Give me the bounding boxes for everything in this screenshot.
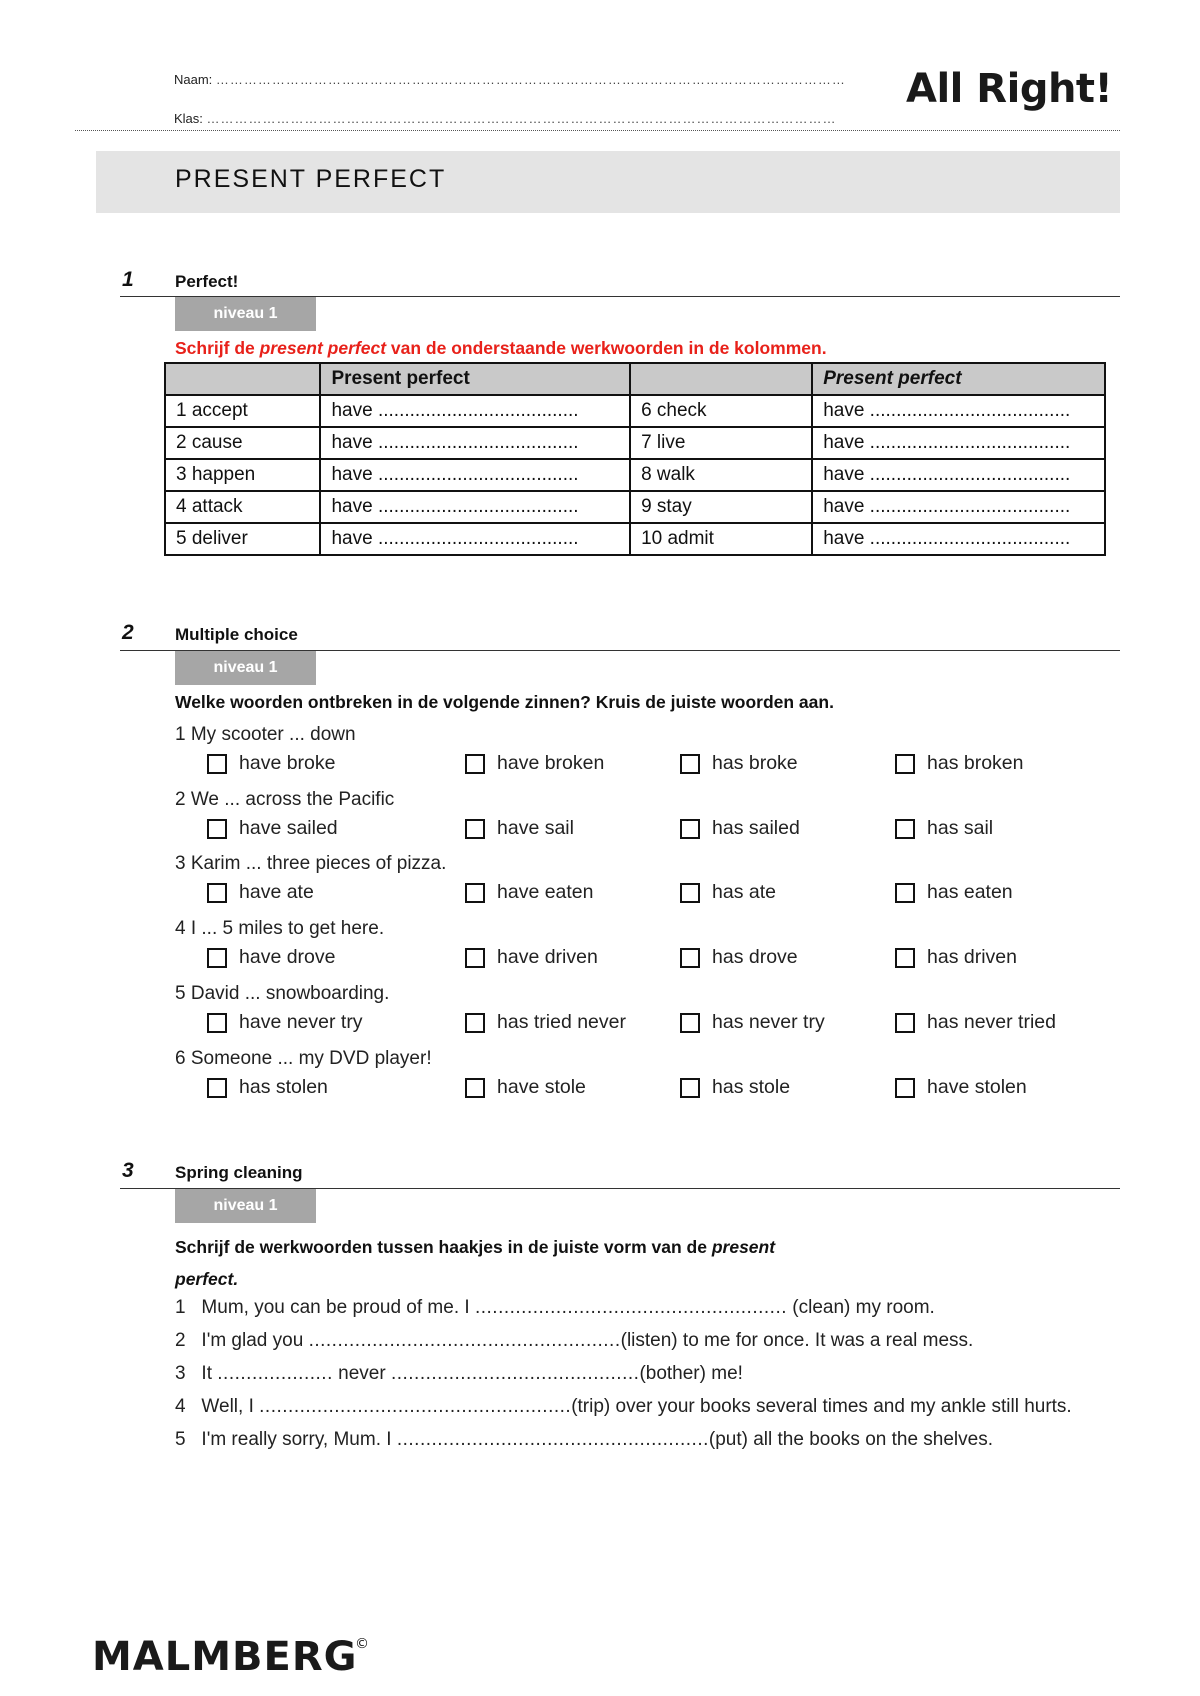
naam-label: Naam: — [174, 72, 213, 87]
table-header-cell — [630, 363, 812, 395]
option[interactable] — [680, 1076, 790, 1099]
option[interactable] — [465, 1076, 586, 1099]
option[interactable] — [895, 817, 993, 840]
option-label: have ate — [239, 881, 314, 903]
answer-cell[interactable]: have ...................................... — [320, 395, 630, 427]
answer-cell[interactable]: have ...................................... — [812, 491, 1105, 523]
checkbox[interactable] — [465, 948, 485, 968]
checkbox[interactable] — [895, 948, 915, 968]
answer-blank[interactable]: ...................................................... — [474, 1297, 788, 1318]
checkbox[interactable] — [465, 1013, 485, 1033]
option-label: has drove — [712, 946, 798, 968]
question-text: 5 David ... snowboarding. — [175, 983, 390, 1004]
sentence-text: I'm glad you — [201, 1330, 309, 1351]
verb-cell: 5 deliver — [165, 523, 320, 555]
option[interactable] — [465, 946, 598, 969]
section-title: Perfect! — [175, 272, 239, 291]
option-label: have driven — [497, 946, 598, 968]
sentence-number: 4 — [175, 1396, 186, 1417]
sentence-text: It — [201, 1363, 218, 1384]
section-title: Spring cleaning — [175, 1163, 303, 1182]
verb-cell: 9 stay — [630, 491, 812, 523]
instruction-post: van de onderstaande werkwoorden in de kolommen. — [386, 338, 827, 358]
checkbox[interactable] — [207, 883, 227, 903]
option-label: have never try — [239, 1011, 363, 1033]
table-header-cell: Present perfect — [812, 363, 1105, 395]
sentence — [175, 1330, 973, 1352]
option[interactable] — [207, 817, 338, 840]
sentence-number: 1 — [175, 1297, 186, 1318]
verb-cell: 7 live — [630, 427, 812, 459]
option-label: have eaten — [497, 881, 594, 903]
verb-cell: 3 happen — [165, 459, 320, 491]
option[interactable] — [680, 1011, 825, 1034]
instruction: Welke woorden ontbreken in de volgende zinnen? Kruis de juiste woorden aan. — [175, 692, 834, 712]
verb-cell: 2 cause — [165, 427, 320, 459]
instruction — [175, 1231, 935, 1295]
table-row — [165, 491, 1105, 523]
option-label: have stolen — [927, 1076, 1027, 1098]
sentence-text: (clean) my room. — [787, 1297, 935, 1318]
copyright-icon: © — [355, 1636, 369, 1652]
header-divider — [75, 130, 1120, 131]
checkbox[interactable] — [680, 1013, 700, 1033]
checkbox[interactable] — [207, 1078, 227, 1098]
option[interactable] — [680, 752, 798, 775]
naam-dots: ……………………………………………………………………………………………………………………… — [215, 72, 846, 87]
verb-cell: 8 walk — [630, 459, 812, 491]
option-label: has never try — [712, 1011, 825, 1033]
table-row — [165, 395, 1105, 427]
verb-cell: 4 attack — [165, 491, 320, 523]
answer-cell[interactable]: have ...................................... — [812, 427, 1105, 459]
section-number: 1 — [122, 268, 134, 291]
instruction-pre: Schrijf de — [175, 338, 260, 358]
question-text: 4 I ... 5 miles to get here. — [175, 918, 385, 939]
section-title: Multiple choice — [175, 625, 298, 644]
answer-cell[interactable]: have ...................................... — [320, 427, 630, 459]
sentence — [175, 1396, 1072, 1418]
table-row — [165, 459, 1105, 491]
option-label: has ate — [712, 881, 776, 903]
checkbox[interactable] — [680, 819, 700, 839]
question-text: 6 Someone ... my DVD player! — [175, 1048, 432, 1069]
checkbox[interactable] — [680, 1078, 700, 1098]
option[interactable] — [207, 1076, 328, 1099]
option[interactable] — [465, 817, 574, 840]
answer-blank[interactable]: ........................................... — [390, 1363, 640, 1384]
instruction-em: perfect. — [175, 1269, 239, 1289]
publisher-logo: MALMBERG — [92, 1634, 358, 1680]
sentence-text: I'm really sorry, Mum. I — [201, 1429, 397, 1450]
answer-cell[interactable]: have ...................................... — [812, 459, 1105, 491]
checkbox[interactable] — [680, 754, 700, 774]
verb-cell: 1 accept — [165, 395, 320, 427]
option-label: has stole — [712, 1076, 791, 1098]
checkbox[interactable] — [895, 1013, 915, 1033]
option-label: has never tried — [927, 1011, 1056, 1033]
option[interactable] — [680, 817, 800, 840]
question-text: 3 Karim ... three pieces of pizza. — [175, 853, 447, 874]
level-badge: niveau 1 — [175, 297, 316, 331]
checkbox[interactable] — [465, 819, 485, 839]
section-number: 2 — [122, 621, 134, 644]
option[interactable] — [895, 946, 1017, 969]
option[interactable] — [207, 752, 335, 775]
sentence-text: (put) all the books on the shelves. — [708, 1429, 993, 1450]
option-label: have stole — [497, 1076, 586, 1098]
checkbox[interactable] — [895, 819, 915, 839]
option-label: has broke — [712, 752, 798, 774]
question-text: 1 My scooter ... down — [175, 724, 356, 745]
brand-logo: All Right! — [906, 66, 1113, 112]
section-number: 3 — [122, 1159, 134, 1182]
option[interactable] — [207, 1011, 363, 1034]
level-badge: niveau 1 — [175, 1189, 316, 1223]
option[interactable] — [895, 1011, 1056, 1034]
option[interactable] — [895, 752, 1023, 775]
checkbox[interactable] — [207, 819, 227, 839]
option[interactable] — [207, 881, 314, 904]
level-badge: niveau 1 — [175, 651, 316, 685]
checkbox[interactable] — [895, 1078, 915, 1098]
option-label: have drove — [239, 946, 336, 968]
option-label: have broken — [497, 752, 605, 774]
verb-cell: 10 admit — [630, 523, 812, 555]
verb-table — [164, 362, 1106, 556]
sentence-text: never — [332, 1363, 391, 1384]
sentence-text: (listen) to me for once. It was a real mess. — [620, 1330, 974, 1351]
table-header-row — [165, 363, 1105, 395]
page-title: PRESENT PERFECT — [175, 165, 447, 193]
table-header-cell: Present perfect — [320, 363, 630, 395]
option-label: has driven — [927, 946, 1017, 968]
option-label: have sail — [497, 817, 574, 839]
option-label: has sailed — [712, 817, 800, 839]
option-label: has sail — [927, 817, 994, 839]
checkbox[interactable] — [207, 948, 227, 968]
option-label: has tried never — [497, 1011, 626, 1033]
klas-line — [174, 111, 837, 126]
instruction — [175, 338, 827, 359]
checkbox[interactable] — [680, 948, 700, 968]
sentence — [175, 1363, 743, 1385]
sentence-number: 5 — [175, 1429, 186, 1450]
checkbox[interactable] — [465, 754, 485, 774]
answer-cell[interactable]: have ...................................... — [812, 395, 1105, 427]
instruction-em: present perfect — [259, 338, 387, 358]
option-label: have sailed — [239, 817, 338, 839]
option[interactable] — [465, 1011, 626, 1034]
option[interactable] — [680, 946, 798, 969]
naam-line — [174, 72, 846, 87]
sentence-text: Mum, you can be proud of me. I — [201, 1297, 475, 1318]
verb-cell: 6 check — [630, 395, 812, 427]
answer-blank[interactable]: .................... — [217, 1363, 333, 1384]
answer-blank[interactable]: ...................................................... — [259, 1396, 572, 1417]
option-label: has stolen — [239, 1076, 328, 1098]
answer-cell[interactable]: have ...................................... — [812, 523, 1105, 555]
option-label: have broke — [239, 752, 336, 774]
option[interactable] — [465, 752, 604, 775]
table-row — [165, 523, 1105, 555]
question-text: 2 We ... across the Pacific — [175, 789, 395, 810]
sentence — [175, 1297, 935, 1319]
sentence-text: (trip) over your books several times and my ankle still hurts. — [571, 1396, 1072, 1417]
table-header-cell — [165, 363, 320, 395]
instruction-pre: Schrijf de werkwoorden tussen haakjes in de juiste vorm van de — [175, 1237, 712, 1257]
checkbox[interactable] — [207, 754, 227, 774]
option[interactable] — [465, 881, 594, 904]
table-row — [165, 427, 1105, 459]
option-label: has eaten — [927, 881, 1013, 903]
instruction-em: present — [711, 1237, 776, 1257]
klas-dots: ……………………………………………………………………………………………………………………… — [206, 111, 837, 126]
option[interactable] — [680, 881, 776, 904]
klas-label: Klas: — [174, 111, 203, 126]
sentence-number: 2 — [175, 1330, 186, 1351]
sentence — [175, 1429, 993, 1451]
sentence-text: Well, I — [201, 1396, 260, 1417]
option[interactable] — [207, 946, 335, 969]
answer-blank[interactable]: ...................................................... — [396, 1429, 709, 1450]
answer-blank[interactable]: ...................................................... — [308, 1330, 621, 1351]
checkbox[interactable] — [680, 883, 700, 903]
option-label: has broken — [927, 752, 1024, 774]
sentence-text: (bother) me! — [639, 1363, 743, 1384]
answer-cell[interactable]: have ...................................... — [320, 459, 630, 491]
option[interactable] — [895, 1076, 1027, 1099]
option[interactable] — [895, 881, 1013, 904]
checkbox[interactable] — [207, 1013, 227, 1033]
checkbox[interactable] — [895, 883, 915, 903]
checkbox[interactable] — [465, 1078, 485, 1098]
sentence-number: 3 — [175, 1363, 186, 1384]
checkbox[interactable] — [895, 754, 915, 774]
answer-cell[interactable]: have ...................................... — [320, 523, 630, 555]
answer-cell[interactable]: have ...................................... — [320, 491, 630, 523]
checkbox[interactable] — [465, 883, 485, 903]
